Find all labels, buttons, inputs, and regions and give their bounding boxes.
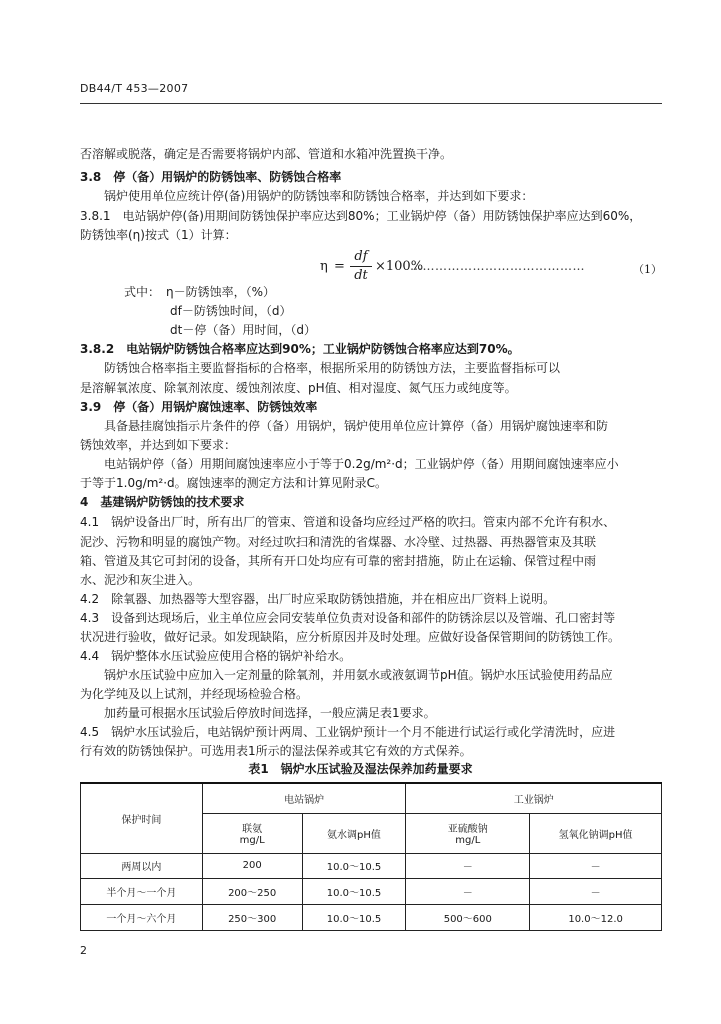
table-row: [81, 904, 662, 930]
table-cell: 10.0～10.5: [302, 853, 406, 878]
table-cell: －: [406, 878, 530, 904]
text-line: 为化学纯及以上试剂，并经现场检验合格。: [80, 687, 309, 701]
dosage-table: [80, 782, 662, 931]
formula-number: （1）: [633, 263, 662, 276]
formula-numerator: df: [354, 249, 368, 264]
text-line: 锅炉水压试验中应加入一定剂量的除氧剂，并用氨水或液氨调节pH值。锅炉水压试验使用药品应: [104, 668, 613, 682]
text-line: 于等于1.0g/m²·d。腐蚀速率的测定方法和计算见附录C。: [80, 476, 388, 490]
section-heading: 4 基建锅炉防锈蚀的技术要求: [80, 495, 245, 509]
section-heading: 3.8.2 电站锅炉防锈蚀合格率应达到90%；工业锅炉防锈蚀合格率应达到70%。: [80, 342, 520, 356]
table-cell: 500～600: [406, 904, 530, 930]
header-hydrazine-unit: mg/L: [239, 835, 265, 846]
header-protection-time: 保护时间: [81, 783, 203, 853]
text-line: 电站锅炉停（备）用期间腐蚀速率应小于等于0.2g/m²·d；工业锅炉停（备）用期间腐蚀速率应小: [104, 457, 619, 471]
table-cell: 10.0～12.0: [530, 904, 662, 930]
text-line: 加药量可根据水压试验后停放时间选择，一般应满足表1要求。: [104, 706, 436, 720]
text-line: 4.2 除氧器、加热器等大型容器，出厂时应采取防锈蚀措施，并在相应出厂资料上说明。: [80, 592, 556, 606]
text-line: 4.5 锅炉水压试验后，电站锅炉预计两周、工业锅炉预计一个月不能进行试运行或化学清洗时，应进: [80, 725, 616, 739]
formula-lhs: η: [320, 259, 328, 274]
text-line: 式中： η－防锈蚀率，（%）: [124, 285, 276, 299]
formula-leader-dots: ……………………………………: [410, 259, 585, 273]
table-cell: 10.0～10.5: [302, 878, 406, 904]
header-industrial-boiler: 工业锅炉: [406, 783, 662, 813]
text-line: 锅炉使用单位应统计停(备)用锅炉的防锈蚀率和防锈蚀合格率，并达到如下要求：: [104, 189, 534, 203]
table-cell: 一个月～六个月: [81, 904, 203, 930]
standard-number: DB44/T 453—2007: [80, 82, 189, 95]
table-cell: 250～300: [202, 904, 302, 930]
text-line: 状况进行验收，做好记录。如发现缺陷，应分析原因并及时处理。应做好设备保管期间的防锈蚀工作。: [80, 630, 621, 644]
text-line: 水、泥沙和灰尘进入。: [80, 573, 201, 587]
header-power-station-boiler: 电站锅炉: [202, 783, 406, 813]
header-ammonia-ph: 氨水调pH值: [302, 813, 406, 853]
formula-denominator: dt: [354, 268, 368, 283]
table-cell: －: [406, 853, 530, 878]
text-line: 防锈蚀率(η)按式（1）计算：: [80, 228, 237, 242]
text-line: df－防锈蚀时间，（d）: [170, 304, 292, 318]
text-line: 3.8.1 电站锅炉停(备)用期间防锈蚀保护率应达到80%；工业锅炉停（备）用防锈蚀保护率应达到60%，: [80, 209, 642, 223]
table-cell: 200: [202, 853, 302, 878]
header-rule: [80, 103, 662, 104]
header-hydrazine-name: 联氨: [242, 824, 263, 835]
table-cell: 200～250: [202, 878, 302, 904]
table-cell: 半个月～一个月: [81, 878, 203, 904]
header-sodium-sulfite-name: 亚硫酸钠: [447, 824, 488, 835]
text-line: 行有效的防锈蚀保护。可选用表1所示的湿法保养或其它有效的方式保养。: [80, 744, 472, 758]
table-title: 表1 锅炉水压试验及湿法保养加药量要求: [248, 762, 473, 776]
text-line: 4.1 锅炉设备出厂时，所有出厂的管束、管道和设备均应经过严格的吹扫。管束内部不允许有积水、: [80, 515, 616, 529]
header-hydrazine: [202, 813, 302, 853]
formula-fraction: [350, 249, 372, 284]
formula-equals: =: [334, 259, 345, 274]
text-line: 是溶解氧浓度、除氧剂浓度、缓蚀剂浓度、pH值、相对湿度、氮气压力或纯度等。: [80, 381, 517, 395]
text-line: 锈蚀效率，并达到如下要求：: [80, 438, 237, 452]
text-line: 4.3 设备到达现场后，业主单位应会同安装单位负责对设备和部件的防锈涂层以及管端、孔口密封等: [80, 611, 616, 625]
formula-times: ×100%: [375, 259, 424, 274]
table-cell: 两周以内: [81, 853, 203, 878]
header-sodium-sulfite: [406, 813, 530, 853]
text-line: 4.4 锅炉整体水压试验应使用合格的锅炉补给水。: [80, 649, 352, 663]
table-row: [81, 878, 662, 904]
text-line: 防锈蚀合格率指主要监督指标的合格率，根据所采用的防锈蚀方法，主要监督指标可以: [104, 361, 561, 375]
table-row: [81, 853, 662, 878]
table-cell: －: [530, 853, 662, 878]
header-sodium-sulfite-unit: mg/L: [455, 835, 481, 846]
text-line: 箱、管道及其它可封闭的设备，其所有开口处均应有可靠的密封措施，防止在运输、保管过程中雨: [80, 554, 597, 568]
fraction-bar: [350, 266, 372, 267]
section-heading: 3.8 停（备）用锅炉的防锈蚀率、防锈蚀合格率: [80, 170, 342, 184]
text-line: 具备悬挂腐蚀指示片条件的停（备）用锅炉，锅炉使用单位应计算停（备）用锅炉腐蚀速率和防: [104, 419, 609, 433]
page-number: 2: [80, 944, 87, 957]
formula-1: [320, 251, 662, 287]
header-naoh-ph: 氢氧化钠调pH值: [530, 813, 662, 853]
text-line: dt－停（备）用时间，（d）: [170, 323, 316, 337]
table-cell: －: [530, 878, 662, 904]
text-line: 泥沙、污物和明显的腐蚀产物。对经过吹扫和清洗的省煤器、水冷壁、过热器、再热器管束及其联: [80, 535, 597, 549]
text-line: 否溶解或脱落，确定是否需要将锅炉内部、管道和水箱冲洗置换干净。: [80, 147, 453, 161]
table-cell: 10.0～10.5: [302, 904, 406, 930]
section-heading: 3.9 停（备）用锅炉腐蚀速率、防锈蚀效率: [80, 400, 318, 414]
